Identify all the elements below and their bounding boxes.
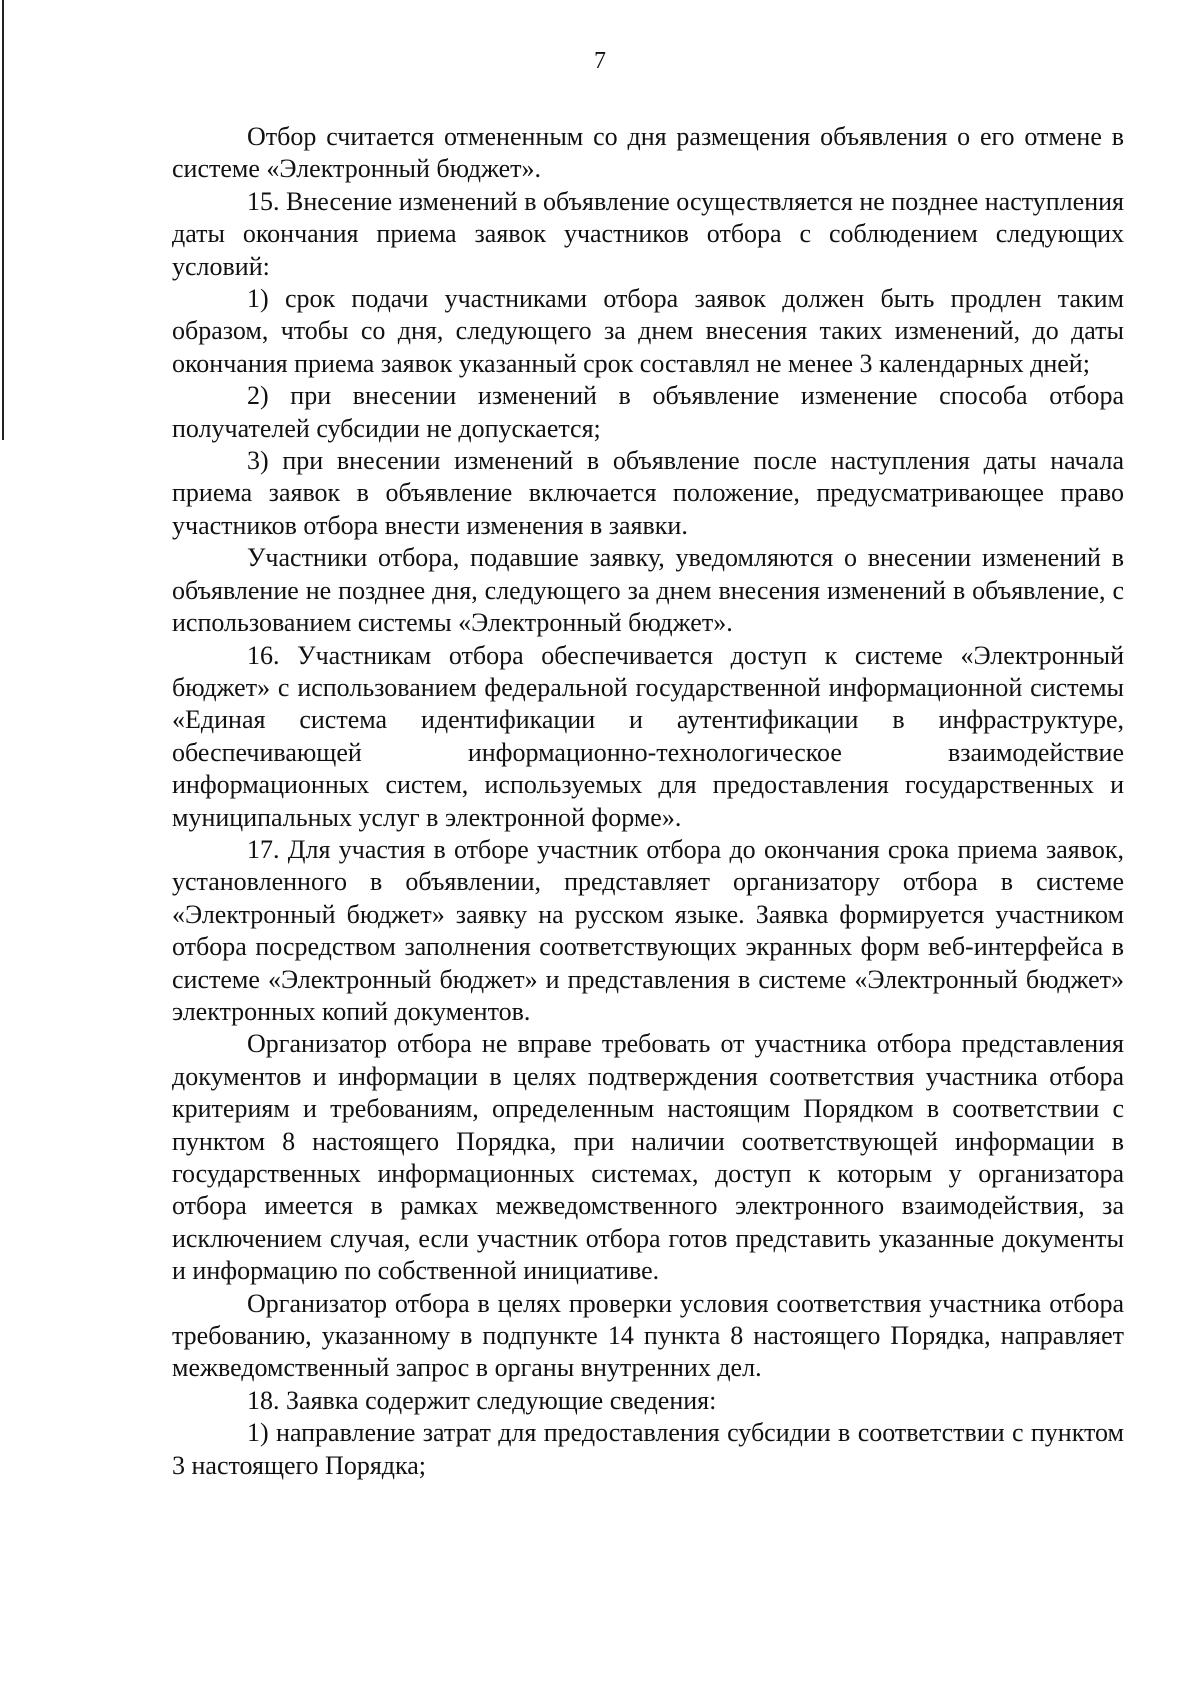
paragraph: 15. Внесение изменений в объявление осуществляется не позднее наступления даты окончания приема заявок участников отбора с соблюдением следующих условий:	[172, 186, 1124, 281]
page-number: 7	[594, 48, 606, 74]
paragraph: 2) при внесении изменений в объявление изменение способа отбора получателей субсидии не допускается;	[172, 381, 1124, 443]
paragraph: 17. Для участия в отборе участник отбора до окончания срока приема заявок, установленного в объявлении, представляет организатору отбора в системе «Электронный бюджет» заявку на русском языке. Заявка формируется участником отбора посредством заполнения соответствующих экранных форм веб-интерфейса в системе «Электронный бюджет» и представления в системе «Электронный бюджет» электронных копий документов.	[172, 834, 1124, 1026]
document-body	[172, 121, 1124, 1482]
paragraph: 1) срок подачи участниками отбора заявок должен быть продлен таким образом, чтобы со дня, следующего за днем внесения таких изменений, до даты окончания приема заявок указанный срок составлял не менее 3 календарных дней;	[172, 284, 1124, 378]
paragraph: Отбор считается отмененным со дня размещения объявления о его отмене в системе «Электронный бюджет».	[172, 122, 1124, 184]
paragraph: 1) направление затрат для предоставления субсидии в соответствии с пунктом 3 настоящего Порядка;	[172, 1418, 1124, 1480]
paragraph: Организатор отбора в целях проверки условия соответствия участника отбора требованию, указанному в подпункте 14 пункта 8 настоящего Порядка, направляет межведомственный запрос в органы внутренних дел.	[172, 1288, 1124, 1383]
paragraph: 18. Заявка содержит следующие сведения:	[247, 1385, 717, 1415]
paragraph: Участники отбора, подавшие заявку, уведомляются о внесении изменений в объявление не позднее дня, следующего за днем внесения изменений в объявление, с использованием системы «Электронный бюджет».	[172, 543, 1124, 638]
paragraph: Организатор отбора не вправе требовать от участника отбора представления документов и информации в целях подтверждения соответствия участника отбора критериям и требованиям, определенным настоящим Порядком в соответствии с пунктом 8 настоящего Порядка, при наличии соответствующей информации в государственных информационных системах, доступ к которым у организатора отбора имеется в рамках межведомственного электронного взаимодействия, за исключением случая, если участник отбора готов представить указанные документы и информацию по собственной инициативе.	[172, 1029, 1124, 1286]
paragraph: 3) при внесении изменений в объявление после наступления даты начала приема заявок в объявление включается положение, предусматривающее право участников отбора внести изменения в заявки.	[172, 446, 1124, 540]
paragraph: 16. Участникам отбора обеспечивается доступ к системе «Электронный бюджет» с использованием федеральной государственной информационной системы «Единая система идентификации и аутентификации в инфраструктуре, обеспечивающей информационно-технологическое взаимодействие информационных систем, используемых для предоставления государственных и муниципальных услуг в электронной форме».	[172, 640, 1124, 832]
